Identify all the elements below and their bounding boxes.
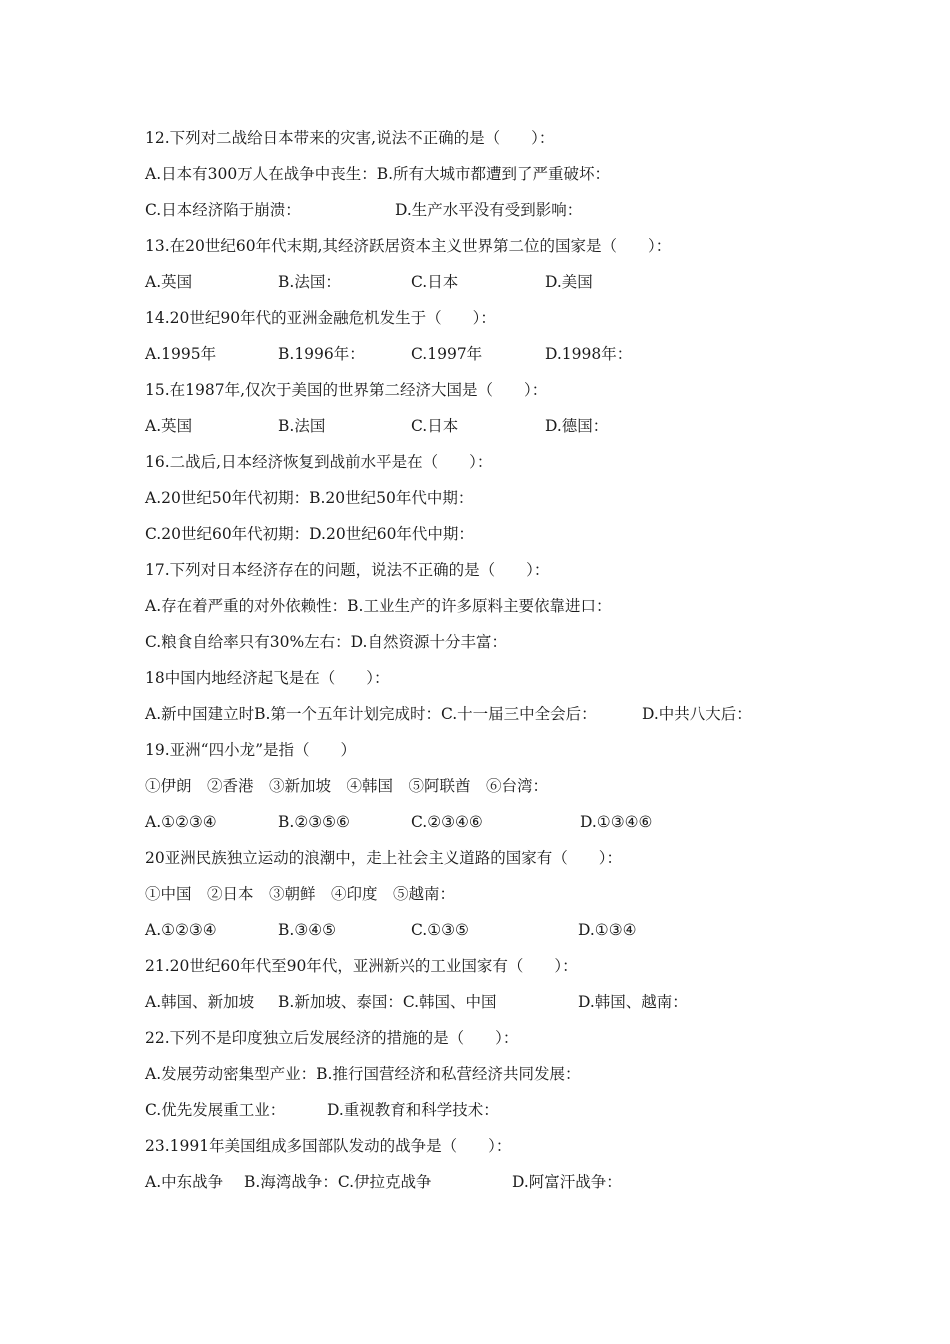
answer-option: C.日本 bbox=[411, 273, 459, 291]
answer-option: A.存在着严重的对外依赖性：B.工业生产的许多原料主要依靠进口： bbox=[145, 597, 612, 615]
answer-option: D.①③④⑥ bbox=[580, 813, 653, 831]
answer-option: D.①③④ bbox=[578, 921, 637, 939]
answer-option: D.生产水平没有受到影响： bbox=[395, 201, 583, 219]
answer-option: D.中共八大后： bbox=[642, 705, 752, 723]
answer-option: C.优先发展重工业： bbox=[145, 1101, 286, 1119]
question-stem: 17.下列对日本经济存在的问题，说法不正确的是（ ）： bbox=[145, 561, 550, 579]
answer-option: ①伊朗 ②香港 ③新加坡 ④韩国 ⑤阿联酋 ⑥台湾： bbox=[145, 777, 549, 795]
answer-option: C.粮食自给率只有30%左右：D.自然资源十分丰富： bbox=[145, 633, 507, 651]
answer-option: C.20世纪60年代初期：D.20世纪60年代中期： bbox=[145, 525, 474, 543]
question-stem: 23.1991年美国组成多国部队发动的战争是（ ）： bbox=[145, 1137, 512, 1155]
answer-option: B.③④⑤ bbox=[278, 921, 337, 939]
answer-option: A.日本有300万人在战争中丧生：B.所有大城市都遭到了严重破坏： bbox=[145, 165, 611, 183]
answer-option: A.英国 bbox=[145, 417, 193, 435]
answer-option: A.新中国建立时B.第一个五年计划完成时：C.十一届三中全会后： bbox=[145, 705, 597, 723]
answer-option: B.新加坡、泰国：C.韩国、中国 bbox=[278, 993, 497, 1011]
answer-option: D.1998年： bbox=[545, 345, 633, 363]
answer-option: C.②③④⑥ bbox=[411, 813, 483, 831]
answer-option: B.海湾战争：C.伊拉克战争 bbox=[244, 1173, 432, 1191]
answer-option: D.韩国、越南： bbox=[578, 993, 688, 1011]
question-stem: 13.在20世纪60年代末期,其经济跃居资本主义世界第二位的国家是（ ）： bbox=[145, 237, 672, 255]
answer-option: A.英国 bbox=[145, 273, 193, 291]
question-stem: 21.20世纪60年代至90年代，亚洲新兴的工业国家有（ ）： bbox=[145, 957, 578, 975]
answer-option: A.发展劳动密集型产业：B.推行国营经济和私营经济共同发展： bbox=[145, 1065, 581, 1083]
answer-option: A.韩国、新加坡 bbox=[145, 993, 255, 1011]
answer-option: ①中国 ②日本 ③朝鲜 ④印度 ⑤越南： bbox=[145, 885, 456, 903]
answer-option: C.日本经济陷于崩溃： bbox=[145, 201, 301, 219]
question-stem: 20亚洲民族独立运动的浪潮中，走上社会主义道路的国家有（ ）： bbox=[145, 849, 622, 867]
answer-option: A.20世纪50年代初期：B.20世纪50年代中期： bbox=[145, 489, 474, 507]
question-stem: 15.在1987年,仅次于美国的世界第二经济大国是（ ）： bbox=[145, 381, 548, 399]
answer-option: B.②③⑤⑥ bbox=[278, 813, 350, 831]
answer-option: C.日本 bbox=[411, 417, 459, 435]
answer-option: A.①②③④ bbox=[145, 921, 217, 939]
answer-option: D.阿富汗战争： bbox=[512, 1173, 622, 1191]
answer-option: C.1997年 bbox=[411, 345, 483, 363]
question-stem: 18中国内地经济起飞是在（ ）： bbox=[145, 669, 390, 687]
answer-option: A.1995年 bbox=[145, 345, 217, 363]
answer-option: C.①③⑤ bbox=[411, 921, 469, 939]
answer-option: A.①②③④ bbox=[145, 813, 217, 831]
question-stem: 16.二战后,日本经济恢复到战前水平是在（ ）： bbox=[145, 453, 493, 471]
answer-option: D.德国： bbox=[545, 417, 609, 435]
answer-option: A.中东战争 bbox=[145, 1173, 224, 1191]
answer-option: B.法国 bbox=[278, 417, 326, 435]
question-stem: 22.下列不是印度独立后发展经济的措施的是（ ）： bbox=[145, 1029, 519, 1047]
answer-option: B.法国： bbox=[278, 273, 341, 291]
answer-option: D.美国 bbox=[545, 273, 593, 291]
question-stem: 14.20世纪90年代的亚洲金融危机发生于（ ）： bbox=[145, 309, 496, 327]
question-stem: 12.下列对二战给日本带来的灾害,说法不正确的是（ ）： bbox=[145, 129, 555, 147]
question-stem: 19.亚洲“四小龙”是指（ ） bbox=[145, 741, 356, 759]
answer-option: D.重视教育和科学技术： bbox=[327, 1101, 499, 1119]
answer-option: B.1996年： bbox=[278, 345, 365, 363]
